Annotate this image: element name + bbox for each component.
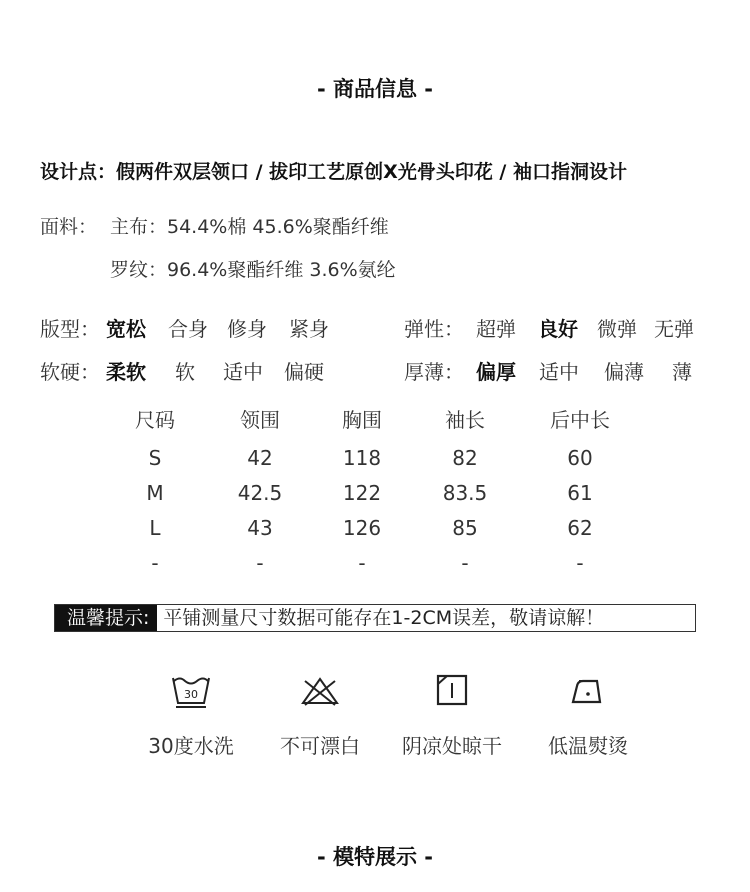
thickness-option: 偏薄 [604,360,644,384]
thickness-option: 适中 [539,360,579,384]
size-cell: 61 [567,481,593,505]
size-cell: - [358,551,366,575]
size-header-cell: 尺码 [135,408,175,432]
fabric-label: 面料： [40,216,98,238]
softness-option: 柔软 [106,360,146,384]
softness-option: 偏硬 [284,360,324,384]
elasticity-option: 良好 [538,317,578,341]
thickness-label: 厚薄： [404,360,464,384]
table-row [105,481,645,516]
thickness-option: 薄 [672,360,692,384]
care-label: 阴凉处晾干 [402,734,502,758]
care-shade-dry [387,672,517,759]
fabric-main: 主布：54.4%棉 45.6%聚酯纤维 [110,216,389,238]
thickness-option: 偏厚 [476,360,516,384]
size-table [105,404,645,586]
size-cell: 85 [452,516,478,540]
low-iron-icon [567,672,609,708]
size-cell: 83.5 [442,481,488,505]
size-header-cell: 后中长 [550,408,610,432]
care-low-iron [523,672,653,759]
fit-label: 版型： [40,317,100,341]
fit-option: 合身 [168,317,208,341]
size-header-cell: 胸围 [342,408,382,432]
care-label: 30度水洗 [148,734,234,758]
size-cell: 60 [567,446,593,470]
softness-option: 软 [175,360,195,384]
size-cell: S [148,446,162,470]
tip-label: 温馨提示: [55,605,157,631]
fit-option: 修身 [227,317,267,341]
softness-option: 适中 [223,360,263,384]
table-row [105,551,645,586]
size-cell: 42.5 [237,481,283,505]
elasticity-option: 无弹 [654,317,694,341]
size-cell: 118 [342,446,382,470]
no-bleach-icon [299,672,341,708]
size-cell: 43 [247,516,273,540]
size-cell: M [146,481,164,505]
svg-text:30: 30 [184,688,198,701]
size-cell: 126 [342,516,382,540]
size-cell: 82 [452,446,478,470]
size-cell: - [461,551,469,575]
size-header-cell: 袖长 [445,408,485,432]
fit-option: 宽松 [106,317,146,341]
tip-box [54,604,696,632]
table-row [105,516,645,551]
care-label: 不可漂白 [280,734,360,758]
tip-text: 平铺测量尺寸数据可能存在1-2CM误差，敬请谅解！ [163,607,605,629]
softness-label: 软硬： [40,360,100,384]
size-cell: L [149,516,161,540]
elasticity-option: 微弹 [597,317,637,341]
product-info-title: - 商品信息 - [316,77,434,101]
size-table-header [105,404,645,446]
size-cell: 62 [567,516,593,540]
size-cell: - [151,551,159,575]
wash-30-icon [170,672,212,708]
elasticity-option: 超弹 [476,317,516,341]
size-cell: 122 [342,481,382,505]
care-label: 低温熨烫 [548,734,628,758]
fit-option: 紧身 [289,317,329,341]
care-no-bleach [255,672,385,759]
model-show-title: - 模特展示 - [316,845,434,869]
size-cell: - [576,551,584,575]
fabric-rib: 罗纹：96.4%聚酯纤维 3.6%氨纶 [110,259,396,281]
size-header-cell: 领围 [240,408,280,432]
size-cell: - [256,551,264,575]
elasticity-label: 弹性： [404,317,464,341]
table-row [105,446,645,481]
design-points: 设计点：假两件双层领口 / 拔印工艺原创X光骨头印花 / 袖口指洞设计 [40,161,627,183]
size-cell: 42 [247,446,273,470]
care-wash [126,672,256,759]
shade-dry-icon [431,672,473,708]
